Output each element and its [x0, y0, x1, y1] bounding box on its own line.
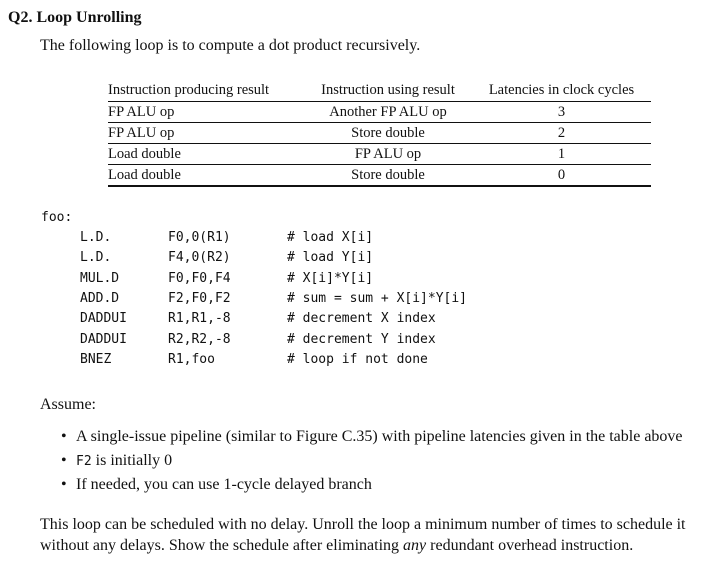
latency-cell: 0: [472, 165, 651, 187]
code-comment: # sum = sum + X[i]*Y[i]: [287, 291, 468, 306]
code-operands: F2,F0,F2: [168, 291, 231, 306]
producing-cell: Load double: [108, 144, 304, 165]
bullet-icon: •: [61, 476, 67, 493]
code-comment: # decrement Y index: [287, 332, 436, 347]
code-opcode: DADDUI: [80, 311, 127, 326]
assumption-list: [40, 427, 683, 499]
latency-table-header: [108, 81, 651, 102]
code-opcode: DADDUI: [80, 332, 127, 347]
assumption-text: A single-issue pipeline (similar to Figure C.35) with pipeline latencies given in the table above: [76, 428, 683, 445]
code-opcode: MUL.D: [80, 271, 120, 286]
code-comment: # X[i]*Y[i]: [287, 271, 374, 286]
latency-cell: 3: [472, 102, 651, 123]
assume-label: Assume:: [40, 396, 96, 413]
task-text: without any delays. Show the schedule after eliminating: [40, 537, 404, 554]
assumption-text: is initially 0: [91, 452, 173, 469]
list-item: [40, 427, 683, 451]
list-item: [40, 475, 683, 499]
header-producing: Instruction producing result: [108, 81, 304, 102]
header-using: Instruction using result: [304, 81, 472, 102]
bullet-icon: •: [61, 428, 67, 445]
producing-cell: FP ALU op: [108, 102, 304, 123]
header-latency: Latencies in clock cycles: [472, 81, 651, 102]
table-row: [108, 165, 651, 187]
code-operands: R1,foo: [168, 352, 215, 367]
question-heading: Q2. Loop Unrolling: [8, 9, 142, 26]
latency-cell: 2: [472, 123, 651, 144]
code-operands: F0,F0,F4: [168, 271, 231, 286]
code-label: foo:: [41, 210, 73, 225]
task-line-1: This loop can be scheduled with no delay. Unroll the loop a minimum number of times to schedule it: [40, 516, 686, 533]
using-cell: Store double: [304, 123, 472, 144]
code-opcode: L.D.: [80, 230, 112, 245]
register-code: F2: [76, 454, 92, 469]
bullet-icon: •: [61, 452, 67, 469]
code-comment: # load Y[i]: [287, 250, 374, 265]
code-opcode: BNEZ: [80, 352, 112, 367]
using-cell: Store double: [304, 165, 472, 187]
list-item: [40, 451, 683, 475]
task-paragraph: [40, 514, 716, 556]
using-cell: Another FP ALU op: [304, 102, 472, 123]
table-row: [108, 102, 651, 123]
using-cell: FP ALU op: [304, 144, 472, 165]
task-text: redundant overhead instruction.: [426, 537, 634, 554]
producing-cell: Load double: [108, 165, 304, 187]
task-line-2: [40, 535, 716, 556]
table-row: [108, 144, 651, 165]
code-opcode: ADD.D: [80, 291, 120, 306]
latency-table: [108, 81, 651, 187]
task-emphasis: any: [403, 537, 427, 554]
intro-text: The following loop is to compute a dot product recursively.: [40, 37, 421, 54]
code-operands: R1,R1,-8: [168, 311, 231, 326]
producing-cell: FP ALU op: [108, 123, 304, 144]
assumption-text: If needed, you can use 1-cycle delayed branch: [76, 476, 372, 493]
latency-cell: 1: [472, 144, 651, 165]
code-comment: # decrement X index: [287, 311, 436, 326]
code-comment: # loop if not done: [287, 352, 428, 367]
code-operands: R2,R2,-8: [168, 332, 231, 347]
code-comment: # load X[i]: [287, 230, 374, 245]
code-opcode: L.D.: [80, 250, 112, 265]
code-operands: F0,0(R1): [168, 230, 231, 245]
code-operands: F4,0(R2): [168, 250, 231, 265]
table-row: [108, 123, 651, 144]
